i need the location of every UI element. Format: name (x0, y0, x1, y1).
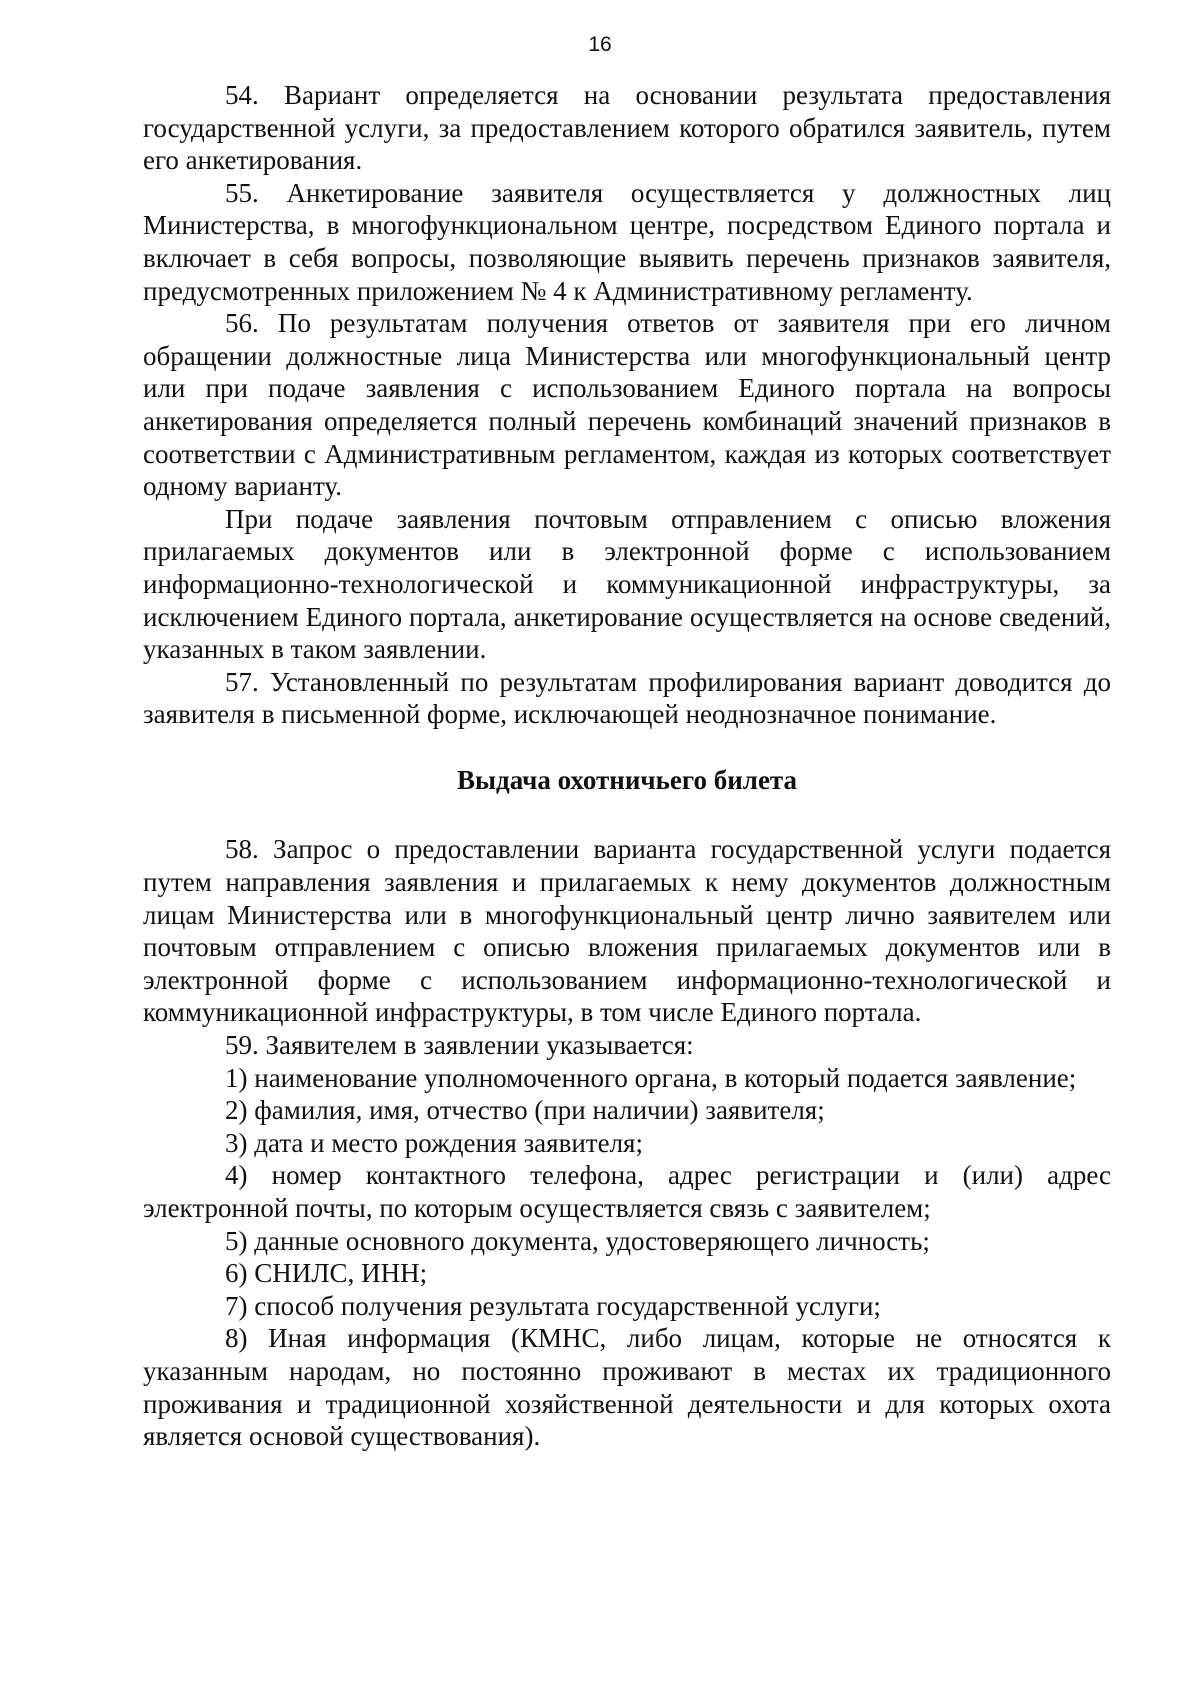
list-item: 5) данные основного документа, удостоверяющего личность; (225, 1225, 930, 1256)
paragraph-57: 57. Установленный по результатам профилирования вариант доводится до заявителя в письменной форме, исключающей неоднозначное понимание. (143, 666, 1111, 730)
list-item: 8) Иная информация (КМНС, либо лицам, которые не относятся к указанным народам, но постоянно проживают в местах их традиционного проживания и традиционной хозяйственной деятельности и для которых охота является основой существования). (143, 1323, 1111, 1452)
paragraph-58: 58. Запрос о предоставлении варианта государственной услуги подается путем направления заявления и прилагаемых к нему документов должностным лицам Министерства или в многофункциональный центр лично заявителем или почтовым отправлением с описью вложения прилагаемых документов или в электронной форме с использованием информационно-технологической и коммуникационной инфраструктуры, в том числе Единого портала. (143, 834, 1111, 1028)
page-number: 16 (588, 33, 612, 56)
document-body (143, 79, 1111, 1453)
paragraph-55: 55. Анкетирование заявителя осуществляется у должностных лиц Министерства, в многофункциональном центре, посредством Единого портала и включает в себя вопросы, позволяющие выявить перечень признаков заявителя, предусмотренных приложением № 4 к Административному регламенту. (143, 177, 1111, 306)
list-item: 4) номер контактного телефона, адрес регистрации и (или) адрес электронной почты, по которым осуществляется связь с заявителем; (143, 1160, 1111, 1223)
section-heading: Выдача охотничьего билета (456, 764, 798, 795)
paragraph-56: 56. По результатам получения ответов от заявителя при его личном обращении должностные лица Министерства или многофункциональный центр или при подаче заявления с использованием Единого портала на вопросы анкетирования определяется полный перечень комбинаций значений признаков в соответствии с Административным регламентом, каждая из которых соответствует одному варианту. (143, 308, 1111, 502)
paragraph-54: 54. Вариант определяется на основании результата предоставления государственной услуги, за предоставлением которого обратился заявитель, путем его анкетирования. (143, 80, 1111, 176)
list-item: 7) способ получения результата государственной услуги; (225, 1290, 881, 1321)
list-item: 6) СНИЛС, ИНН; (225, 1258, 428, 1289)
paragraph-59: 59. Заявителем в заявлении указывается: (225, 1030, 694, 1061)
list-item: 1) наименование уполномоченного органа, в который подается заявление; (225, 1062, 1077, 1093)
list-item: 2) фамилия, имя, отчество (при наличии) заявителя; (225, 1095, 825, 1126)
paragraph-56-continuation: При подаче заявления почтовым отправлением с описью вложения прилагаемых документов или в электронной форме с использованием информационно-технологической и коммуникационной инфраструктуры, за исключением Единого портала, анкетирование осуществляется на основе сведений, указанных в таком заявлении. (143, 503, 1111, 665)
list-item: 3) дата и место рождения заявителя; (225, 1127, 643, 1158)
